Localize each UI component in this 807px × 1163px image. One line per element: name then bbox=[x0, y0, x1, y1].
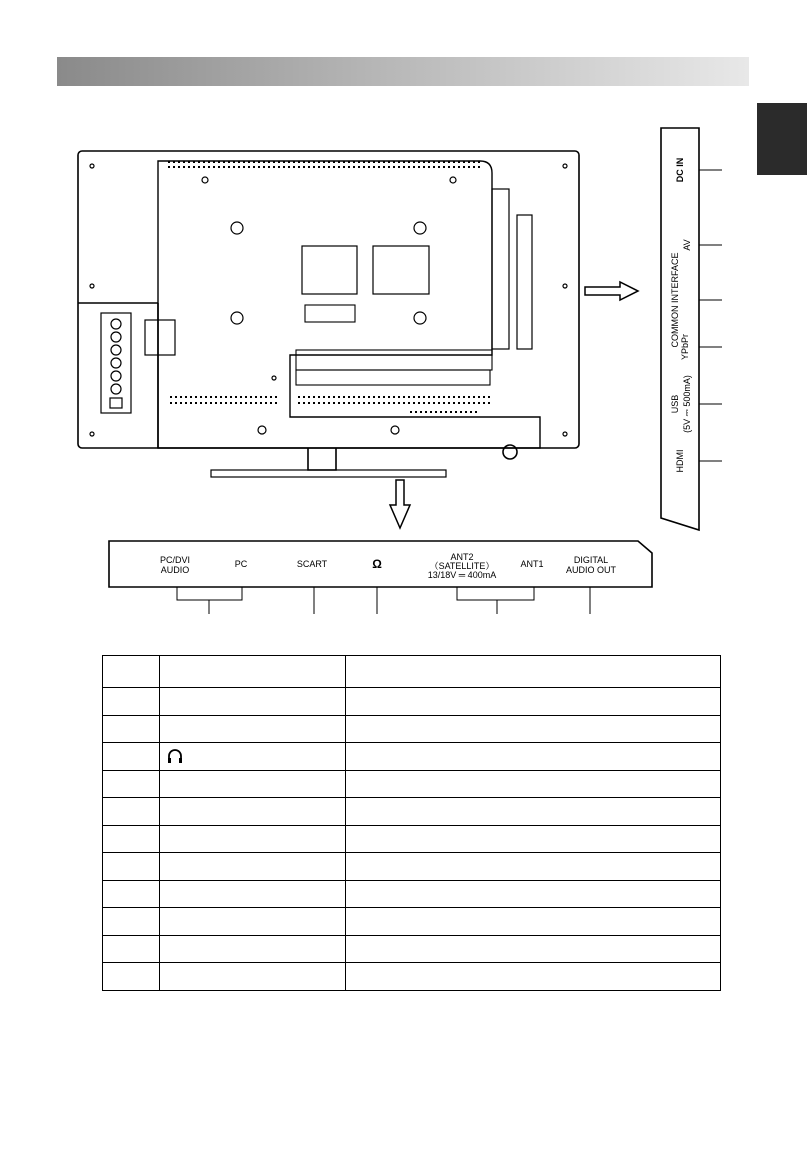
headphone-icon bbox=[166, 747, 184, 765]
bottom-label-digital-audio-out: AUDIO OUT bbox=[565, 565, 617, 575]
table-cell bbox=[160, 908, 346, 936]
table-cell bbox=[160, 688, 346, 716]
side-label-ypbpr: YPbPr bbox=[680, 333, 690, 361]
side-label-usb-spec: (5V ⎓ 500mA) bbox=[682, 375, 692, 433]
table-row bbox=[103, 853, 721, 881]
side-label-dc-in: DC IN bbox=[675, 157, 685, 183]
bottom-label-ant2-spec: 13/18V ═ 400mA bbox=[427, 570, 497, 580]
bottom-label-scart: SCART bbox=[296, 559, 328, 569]
side-label-usb: USB bbox=[670, 394, 680, 414]
table-cell bbox=[346, 880, 721, 908]
table-cell bbox=[346, 715, 721, 743]
table-cell bbox=[160, 656, 346, 688]
bottom-label-ant2-satellite: （SATELLITE） bbox=[429, 561, 495, 571]
table-row bbox=[103, 908, 721, 936]
table-cell bbox=[346, 853, 721, 881]
table-cell bbox=[103, 688, 160, 716]
table-cell bbox=[103, 656, 160, 688]
table-cell bbox=[103, 963, 160, 991]
bottom-label-pc-dvi: PC/DVI bbox=[159, 555, 191, 565]
table-cell bbox=[103, 743, 160, 771]
connector-table bbox=[102, 655, 721, 991]
table-cell bbox=[346, 770, 721, 798]
table-row bbox=[103, 770, 721, 798]
table-cell bbox=[103, 798, 160, 826]
table-row bbox=[103, 880, 721, 908]
bottom-label-pc: PC bbox=[234, 559, 248, 569]
table-cell bbox=[346, 656, 721, 688]
table-cell bbox=[160, 853, 346, 881]
table-cell bbox=[160, 935, 346, 963]
table-cell bbox=[346, 908, 721, 936]
table-cell bbox=[160, 715, 346, 743]
table-cell bbox=[160, 880, 346, 908]
tv-rear-view bbox=[78, 151, 579, 477]
side-label-common-interface: COMMON INTERFACE bbox=[670, 252, 680, 348]
side-label-hdmi: HDMI bbox=[675, 449, 685, 473]
headphone-icon: Ω bbox=[372, 557, 382, 571]
bottom-label-ant1: ANT1 bbox=[520, 559, 544, 569]
table-cell bbox=[346, 935, 721, 963]
table-cell bbox=[103, 825, 160, 853]
table-cell bbox=[103, 715, 160, 743]
side-label-av: AV bbox=[682, 239, 692, 251]
table-row bbox=[103, 743, 721, 771]
tv-screws bbox=[90, 164, 567, 436]
table-cell bbox=[160, 963, 346, 991]
table-cell bbox=[160, 770, 346, 798]
table-header-row bbox=[103, 656, 721, 688]
table-cell bbox=[346, 963, 721, 991]
table-cell bbox=[103, 770, 160, 798]
table-row bbox=[103, 688, 721, 716]
bottom-connector-panel bbox=[109, 541, 652, 614]
table-cell bbox=[103, 908, 160, 936]
table-cell bbox=[346, 798, 721, 826]
table-row bbox=[103, 963, 721, 991]
table-row bbox=[103, 935, 721, 963]
table-cell bbox=[160, 825, 346, 853]
bottom-label-pc-dvi-audio: AUDIO bbox=[160, 565, 190, 575]
table-row bbox=[103, 715, 721, 743]
table-cell bbox=[103, 880, 160, 908]
side-connector-panel bbox=[661, 128, 722, 530]
bottom-label-digital: DIGITAL bbox=[573, 555, 609, 565]
table-row bbox=[103, 798, 721, 826]
tv-side-connectors bbox=[110, 319, 122, 408]
arrow-right-icon bbox=[585, 282, 638, 300]
bottom-label-ant2: ANT2 bbox=[450, 552, 474, 562]
table-cell bbox=[103, 853, 160, 881]
tv-vents bbox=[168, 162, 490, 412]
table-cell bbox=[346, 688, 721, 716]
table-cell bbox=[160, 743, 346, 771]
table-cell bbox=[103, 935, 160, 963]
table-row bbox=[103, 825, 721, 853]
table-cell bbox=[346, 825, 721, 853]
arrow-down-icon bbox=[390, 480, 410, 528]
table-cell bbox=[346, 743, 721, 771]
table-cell bbox=[160, 798, 346, 826]
